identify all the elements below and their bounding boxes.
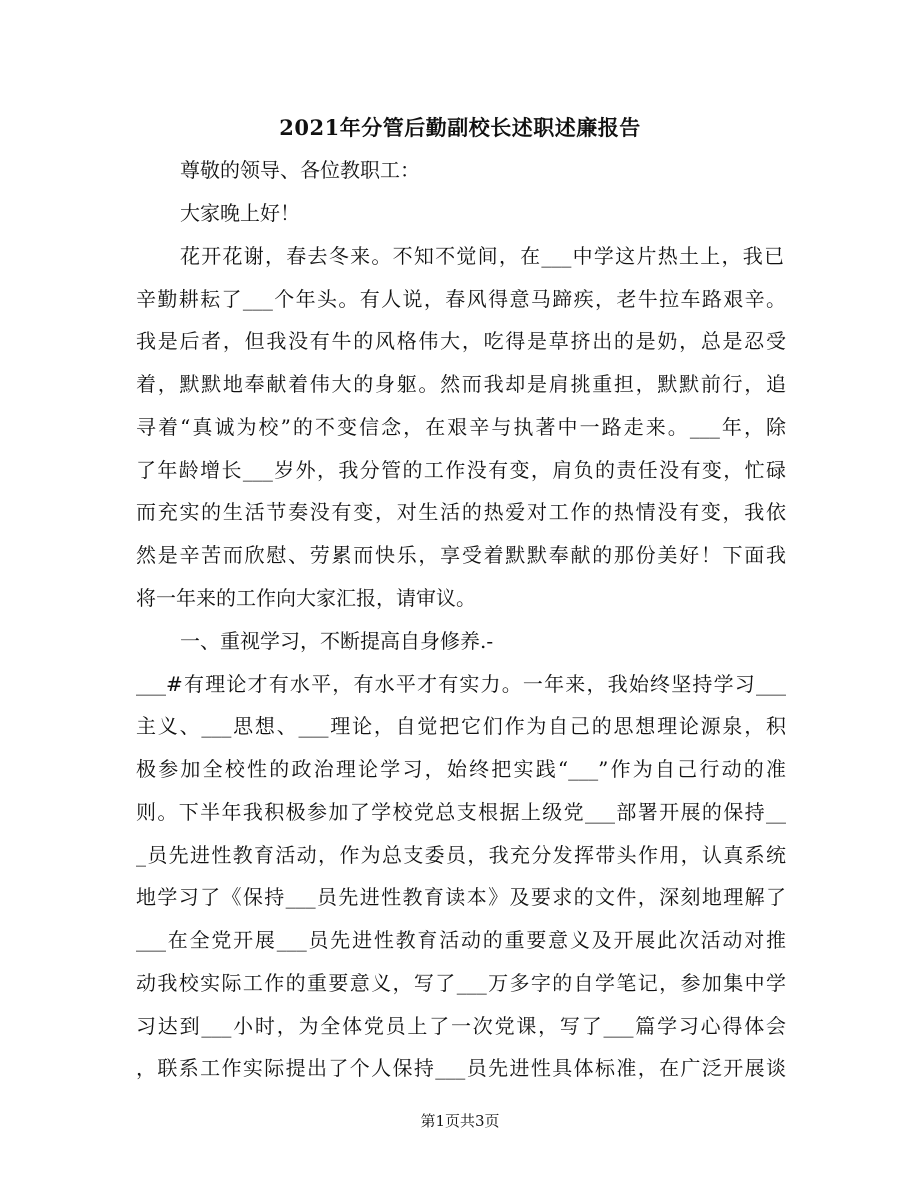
paragraph-line: 主义、___思想、___理论，自觉把它们作为自己的思想理论源泉，积: [136, 714, 786, 738]
paragraph-line: ___在全党开展___员先进性教育活动的重要意义及开展此次活动对推: [136, 928, 786, 952]
paragraph-line: ，联系工作实际提出了个人保持___员先进性具体标准，在广泛开展谈: [136, 1056, 786, 1080]
paragraph-line: 动我校实际工作的重要意义，写了___万多字的自学笔记，参加集中学: [136, 971, 786, 995]
paragraph-line: 寻着“真诚为校”的不变信念，在艰辛与执著中一路走来。___年，除: [136, 415, 786, 439]
page-indicator: 第1页共3页: [420, 1112, 500, 1130]
salutation: 尊敬的领导、各位教职工：: [180, 158, 420, 182]
paragraph-line: _员先进性教育活动，作为总支委员，我充分发挥带头作用，认真系统: [136, 843, 786, 867]
paragraph-line: 极参加全校性的政治理论学习，始终把实践“___”作为自己行动的准: [136, 757, 786, 781]
paragraph-line: 了年龄增长___岁外，我分管的工作没有变，肩负的责任没有变，忙碌: [136, 458, 786, 482]
paragraph-line: 着，默默地奉献着伟大的身躯。然而我却是肩挑重担，默默前行，追: [136, 372, 786, 396]
paragraph-line: 然是辛苦而欣慰、劳累而快乐，享受着默默奉献的那份美好！下面我: [136, 543, 786, 567]
paragraph-line: 习达到___小时，为全体党员上了一次党课，写了___篇学习心得体会: [136, 1014, 786, 1038]
paragraph-line: 地学习了《保持___员先进性教育读本》及要求的文件，深刻地理解了: [136, 885, 786, 909]
paragraph-line: ___#有理论才有水平，有水平才有实力。一年来，我始终坚持学习___: [136, 672, 786, 696]
section-heading: 一、重视学习，不断提高自身修养.-: [180, 629, 494, 653]
paragraph-line: 则。下半年我积极参加了学校党总支根据上级党___部署开展的保持__: [136, 800, 786, 824]
paragraph-line: 我是后者，但我没有牛的风格伟大，吃得是草挤出的是奶，总是忍受: [136, 329, 786, 353]
paragraph-line: 辛勤耕耘了___个年头。有人说，春风得意马蹄疾，老牛拉车路艰辛。: [136, 287, 786, 311]
paragraph-line: 将一年来的工作向大家汇报，请审议。: [136, 586, 476, 610]
paragraph-line: 而充实的生活节奏没有变，对生活的热爱对工作的热情没有变，我依: [136, 500, 786, 524]
greeting: 大家晚上好！: [180, 201, 300, 225]
document-title: 2021年分管后勤副校长述职述廉报告: [279, 115, 641, 140]
paragraph-line: 花开花谢，春去冬来。不知不觉间，在___中学这片热土上，我已: [180, 244, 784, 268]
